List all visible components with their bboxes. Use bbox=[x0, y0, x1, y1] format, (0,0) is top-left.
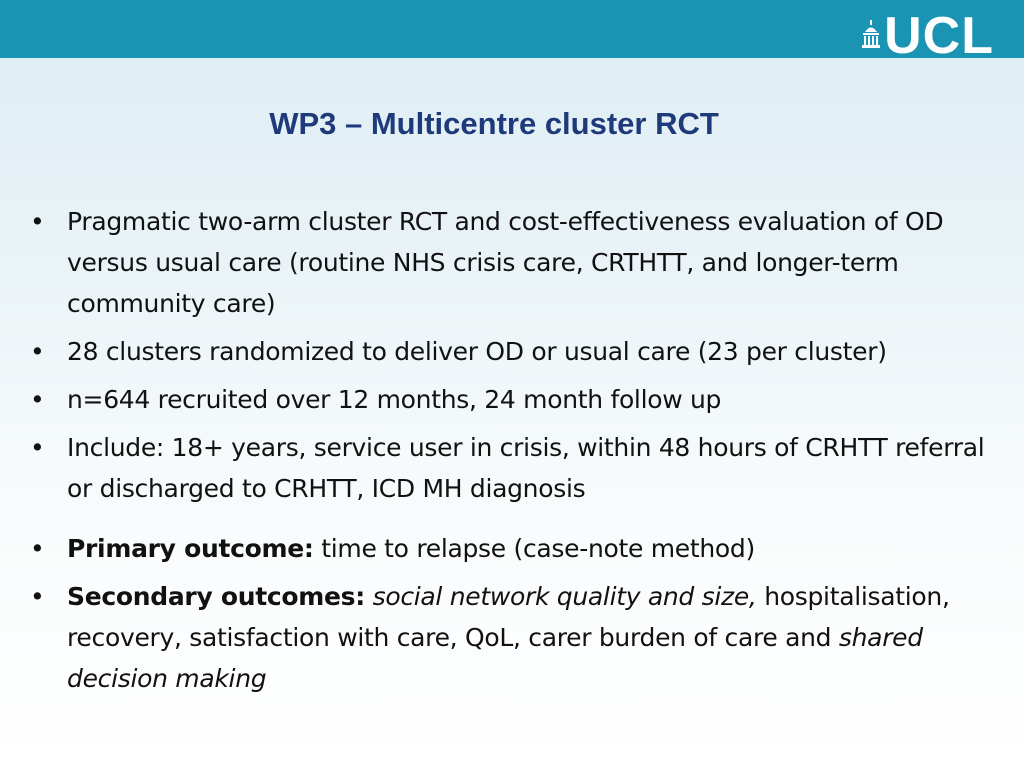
bullet-icon: • bbox=[30, 337, 45, 366]
bullet-text: Pragmatic two-arm cluster RCT and cost-effectiveness evaluation of OD versus usual care (routine NHS crisis care, CRTHTT, and longer-term community care) bbox=[67, 207, 944, 318]
bullet-text: 28 clusters randomized to deliver OD or usual care (23 per cluster) bbox=[67, 337, 887, 366]
bullet-icon: • bbox=[30, 385, 45, 414]
portico-dome-icon bbox=[862, 20, 880, 48]
secondary-outcomes-italic-1: social network quality and size, bbox=[364, 582, 757, 611]
bullet-item bbox=[30, 331, 1000, 372]
bullet-icon: • bbox=[30, 207, 45, 236]
bullet-item-primary-outcome bbox=[30, 528, 1000, 569]
primary-outcome-label: Primary outcome: bbox=[67, 534, 314, 563]
bullet-item bbox=[30, 427, 1000, 509]
slide-title: WP3 – Multicentre cluster RCT bbox=[269, 106, 719, 141]
bullet-item bbox=[30, 201, 1000, 324]
secondary-outcomes-text: hospitalisation, recovery, satisfaction with care, QoL, carer burden of care and bbox=[67, 582, 950, 652]
header-bar bbox=[0, 0, 1024, 58]
primary-outcome-text: time to relapse (case-note method) bbox=[313, 534, 755, 563]
logo-text: UCL bbox=[884, 16, 994, 60]
ucl-logo bbox=[862, 14, 994, 60]
bullet-icon: • bbox=[30, 582, 45, 611]
secondary-outcomes-label: Secondary outcomes: bbox=[67, 582, 365, 611]
bullet-item bbox=[30, 379, 1000, 420]
bullet-item-secondary-outcomes bbox=[30, 576, 1000, 699]
bullet-text: n=644 recruited over 12 months, 24 month follow up bbox=[67, 385, 722, 414]
bullet-text: Include: 18+ years, service user in crisis, within 48 hours of CRHTT referral or discharged to CRHTT, ICD MH diagnosis bbox=[67, 433, 985, 503]
bullet-list bbox=[30, 201, 1000, 706]
secondary-outcomes-italic-2: shared decision making bbox=[67, 623, 923, 693]
bullet-icon: • bbox=[30, 433, 45, 462]
bullet-icon: • bbox=[30, 534, 45, 563]
